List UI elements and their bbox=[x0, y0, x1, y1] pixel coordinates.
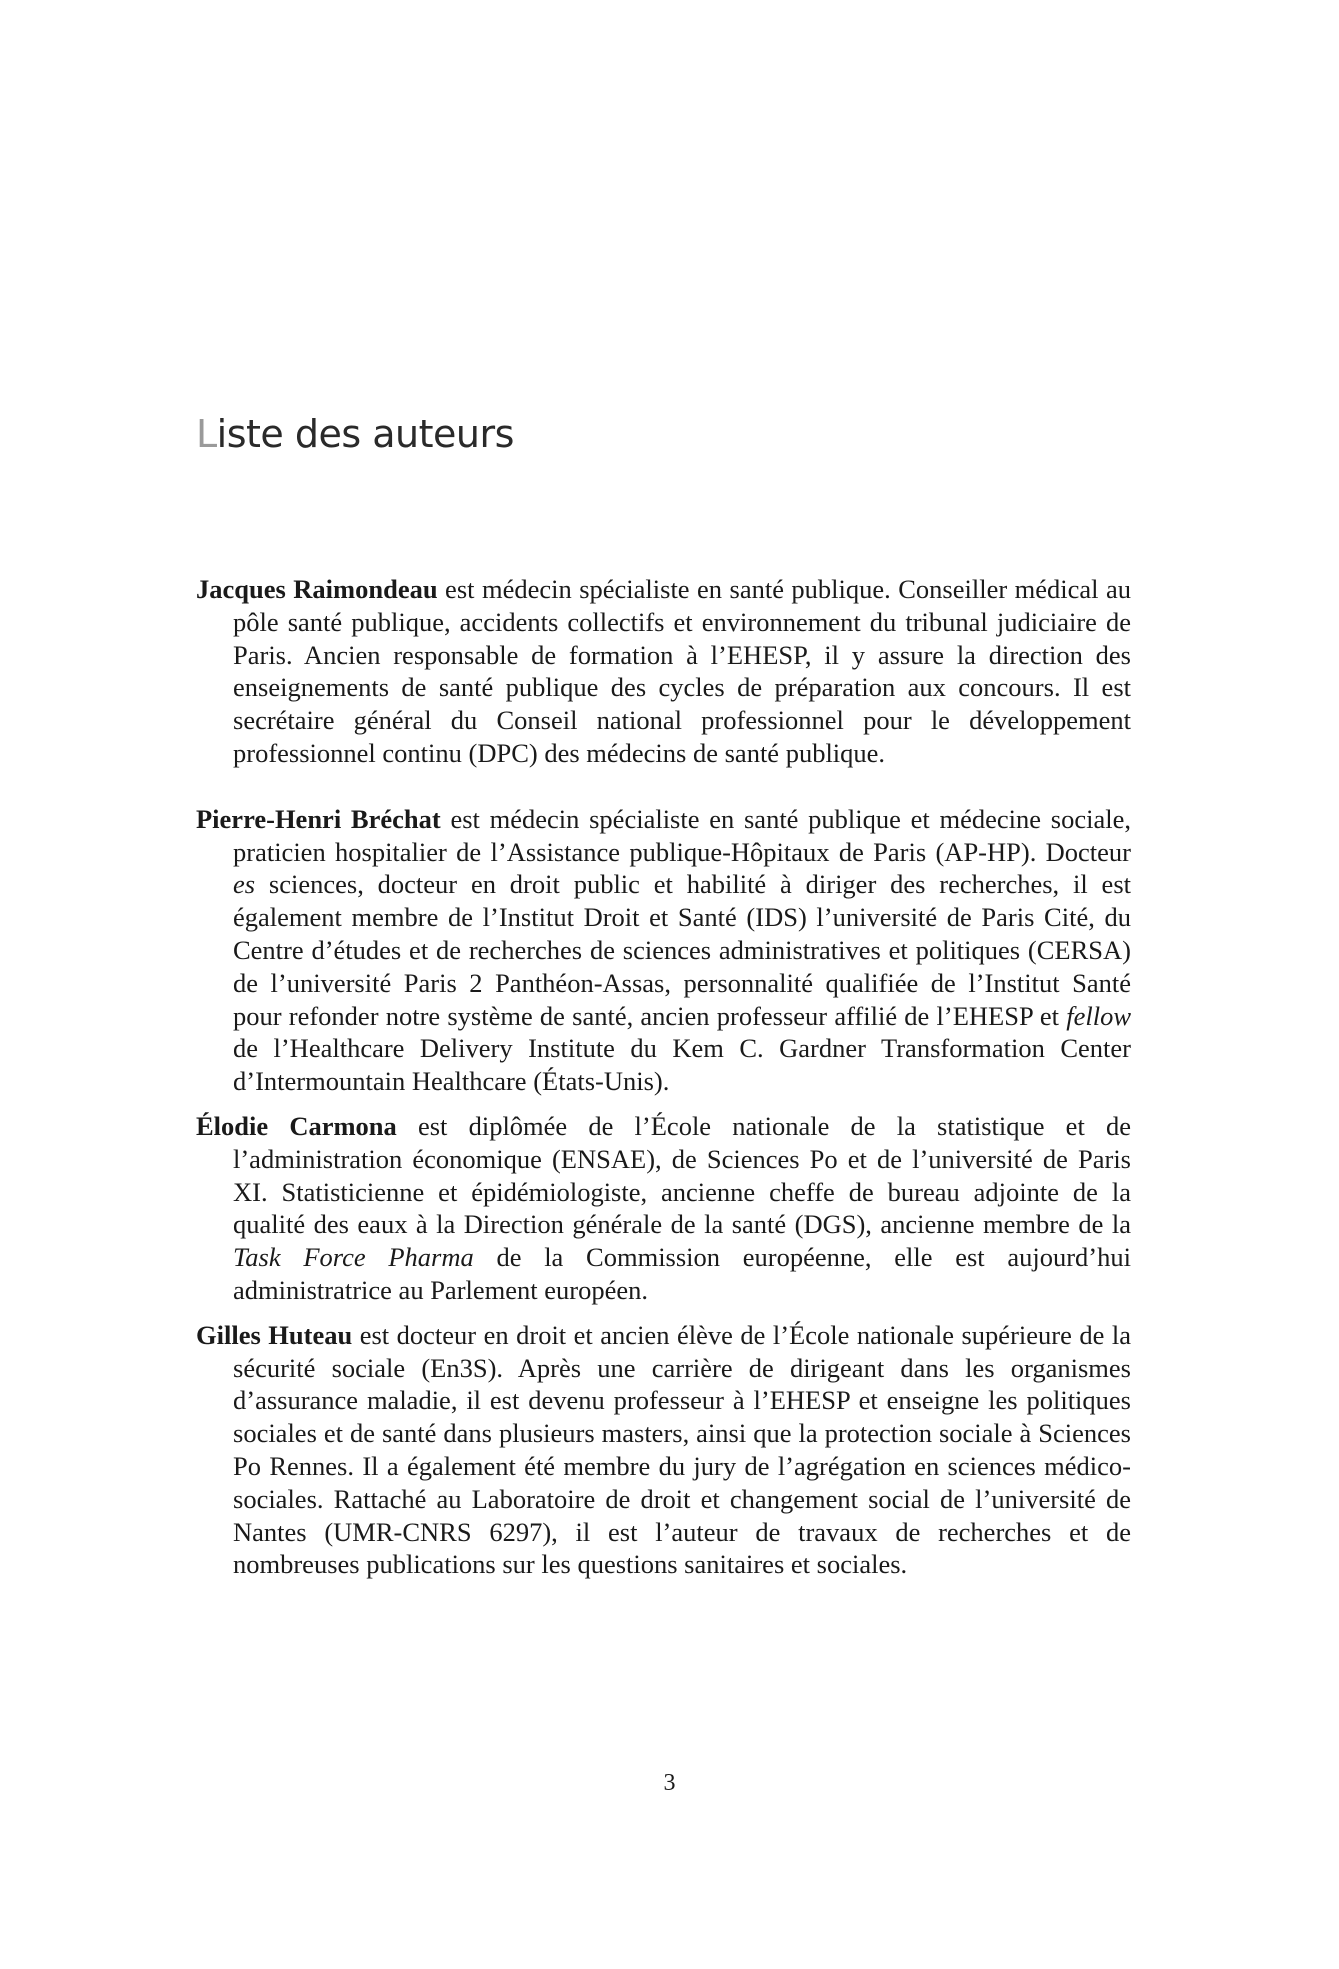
author-bio-part: de l’Healthcare Delivery Institute du Kem C. Gardner Transformation Center d’Intermountain Healthcare (États-Unis). bbox=[233, 1033, 1131, 1097]
author-bio-italic: es bbox=[233, 869, 256, 900]
author-bio: est médecin spécialiste en santé publique. Conseiller médical au pôle santé publique, accidents collectifs et environnement du tribunal judiciaire de Paris. Ancien responsable de formation à l’EHESP, il y assure la direction des enseignements de santé publique des cycles de préparation aux concours. Il est secrétaire général du Conseil national professionnel pour le développement professionnel continu (DPC) des médecins de santé publique. bbox=[233, 574, 1131, 768]
author-entry-huteau bbox=[196, 1319, 1131, 1581]
author-name: Élodie Carmona bbox=[196, 1110, 397, 1141]
author-bio-part: est médecin spécialiste en santé publique et médecine sociale, praticien hospitalier de l’Assistance publique-Hôpitaux de Paris (AP-HP). Docteur bbox=[233, 803, 1131, 867]
author-bio-part: sciences, docteur en droit public et habilité à diriger des recherches, il est également membre de l’Institut Droit et Santé (IDS) l’université de Paris Cité, du Centre d’études et de recherches de sciences administratives et politiques (CERSA) de l’université Paris 2 Panthéon-Assas, personnalité qualifiée de l’Institut Santé pour refonder notre système de santé, ancien professeur affilié de l’EHESP et bbox=[233, 869, 1131, 1031]
author-name: Gilles Huteau bbox=[196, 1319, 353, 1350]
page-number: 3 bbox=[663, 1770, 676, 1796]
page-title-rest: iste des auteurs bbox=[216, 412, 514, 456]
author-bio: est docteur en droit et ancien élève de l’École nationale supérieure de la sécurité sociale (En3S). Après une carrière de dirigeant dans les organismes d’assurance maladie, il est devenu professeur à l’EHESP et enseigne les politiques sociales et de santé dans plusieurs masters, ainsi que la protection sociale à Sciences Po Rennes. Il a également été membre du jury de l’agrégation en sciences médico-sociales. Rattaché au Laboratoire de droit et changement social de l’université de Nantes (UMR-CNRS 6297), il est l’auteur de travaux de recherches et de nombreuses publications sur les questions sanitaires et sociales. bbox=[233, 1319, 1131, 1580]
author-bio-part: de la Commission européenne, elle est aujourd’hui administratrice au Parlement européen. bbox=[233, 1242, 1131, 1305]
author-name: Pierre-Henri Bréchat bbox=[196, 803, 441, 834]
author-entry-carmona bbox=[196, 1110, 1131, 1307]
author-bio-italic: Task Force Pharma bbox=[233, 1242, 474, 1273]
author-bio-part: est diplômée de l’École nationale de la statistique et de l’administration économique (ENSAE), de Sciences Po et de l’université de Paris XI. Statisticienne et épidémiologiste, ancienne cheffe de bureau adjointe de la qualité des eaux à la Direction générale de la santé (DGS), ancienne membre de la bbox=[233, 1110, 1131, 1240]
page-title bbox=[196, 412, 514, 456]
author-entry-raimondeau bbox=[196, 573, 1131, 770]
author-name: Jacques Raimondeau bbox=[196, 574, 438, 604]
author-entry-brechat bbox=[196, 803, 1131, 1098]
author-list bbox=[196, 573, 1131, 1581]
page-title-initial: L bbox=[196, 412, 217, 456]
author-bio-italic: fellow bbox=[1066, 1000, 1131, 1031]
